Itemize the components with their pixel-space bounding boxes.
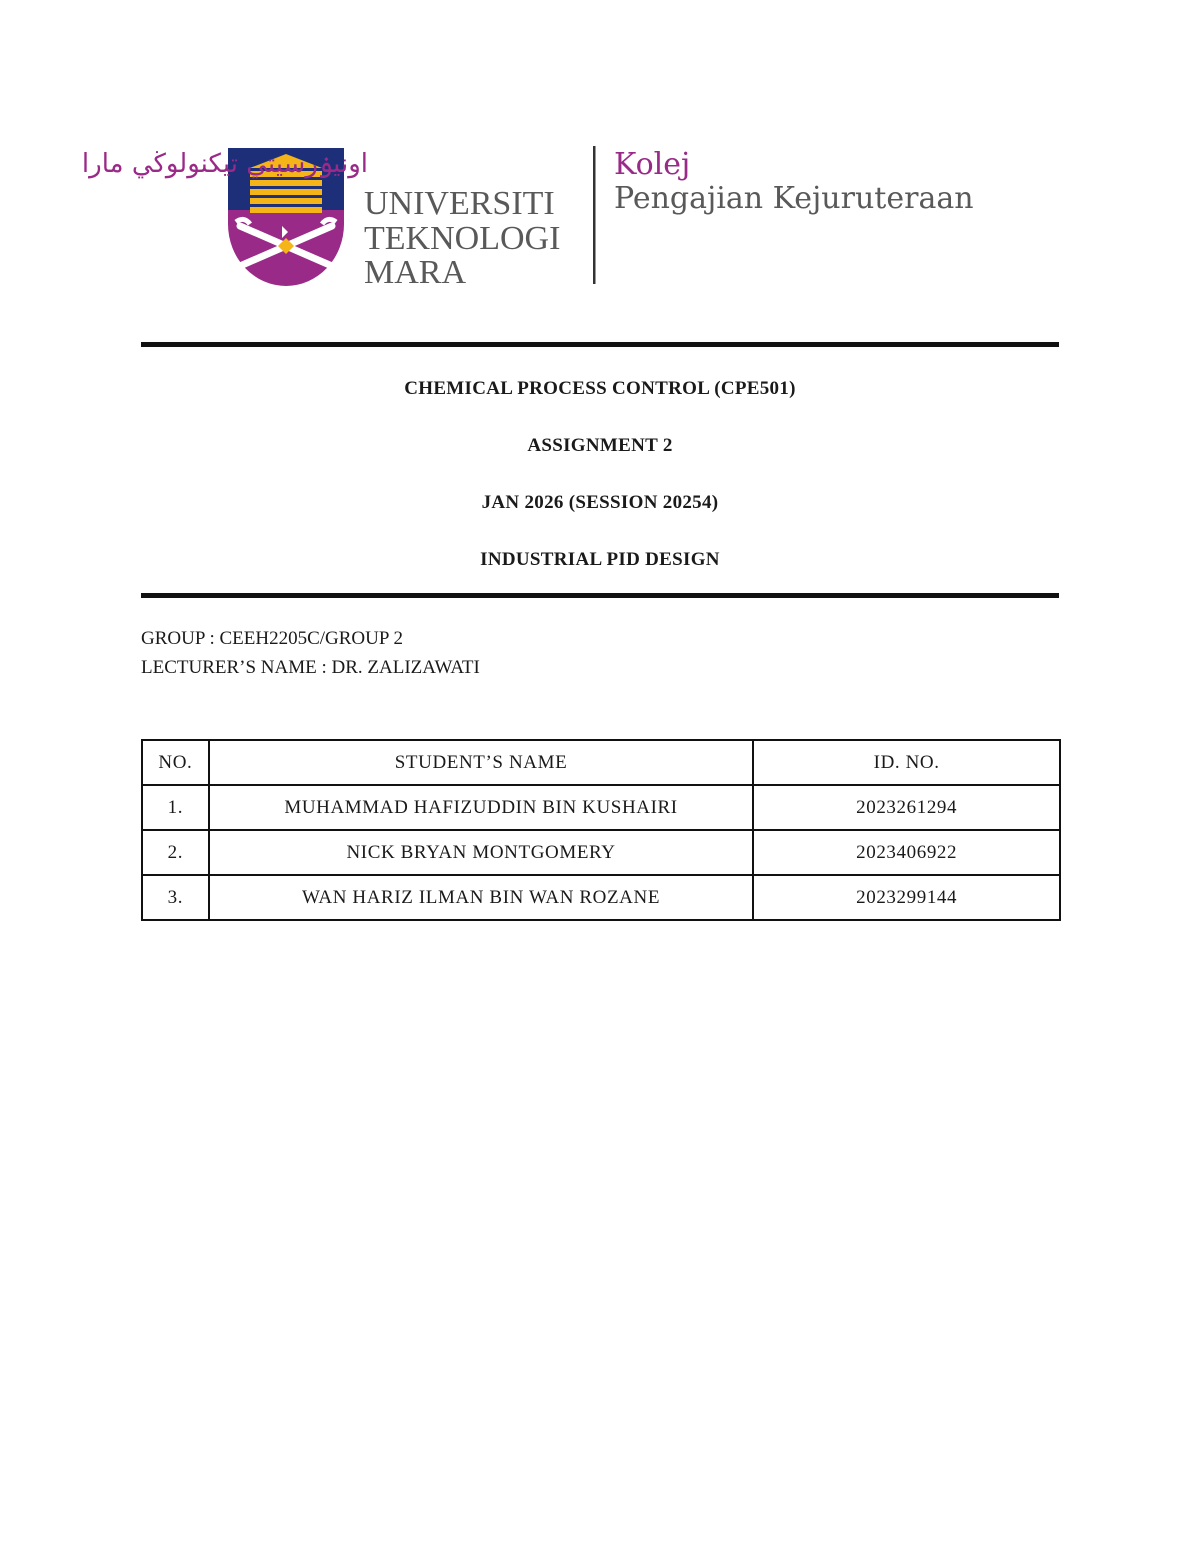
- table-row: [142, 785, 1060, 830]
- assignment-title: ASSIGNMENT 2: [527, 435, 673, 456]
- university-line-3: MARA: [364, 254, 467, 291]
- table-row: [142, 830, 1060, 875]
- student-name: MUHAMMAD HAFIZUDDIN BIN KUSHAIRI: [209, 785, 753, 830]
- table-header-row: [142, 740, 1060, 785]
- uitm-logo: [81, 142, 986, 292]
- jawi-university-name: اونيۏرسيتي تيكنولوڬي مارا: [81, 149, 368, 179]
- student-table: [141, 739, 1061, 921]
- course-title: CHEMICAL PROCESS CONTROL (CPE501): [404, 378, 796, 399]
- logo-divider: [593, 146, 596, 284]
- university-line-2: TEKNOLOGI: [364, 220, 561, 257]
- college-line-2: Pengajian Kejuruteraan: [614, 181, 974, 216]
- student-id: 2023406922: [753, 830, 1060, 875]
- bottom-divider-rule: [141, 593, 1059, 598]
- top-divider-rule: [141, 342, 1059, 347]
- university-line-1: UNIVERSITI: [364, 185, 555, 222]
- topic-title: INDUSTRIAL PID DESIGN: [480, 549, 720, 570]
- session-title: JAN 2026 (SESSION 20254): [481, 492, 719, 513]
- row-number: 1.: [142, 785, 209, 830]
- student-id: 2023261294: [753, 785, 1060, 830]
- student-id: 2023299144: [753, 875, 1060, 920]
- header-id-no: ID. NO.: [753, 740, 1060, 785]
- student-name: WAN HARIZ ILMAN BIN WAN ROZANE: [209, 875, 753, 920]
- header-no: NO.: [142, 740, 209, 785]
- student-name: NICK BRYAN MONTGOMERY: [209, 830, 753, 875]
- college-line-1: Kolej: [614, 147, 691, 182]
- group-info: GROUP : CEEH2205C/GROUP 2: [141, 628, 403, 649]
- row-number: 3.: [142, 875, 209, 920]
- table-row: [142, 875, 1060, 920]
- lecturer-info: LECTURER’S NAME : DR. ZALIZAWATI: [141, 657, 480, 678]
- row-number: 2.: [142, 830, 209, 875]
- header-student-name: STUDENT’S NAME: [209, 740, 753, 785]
